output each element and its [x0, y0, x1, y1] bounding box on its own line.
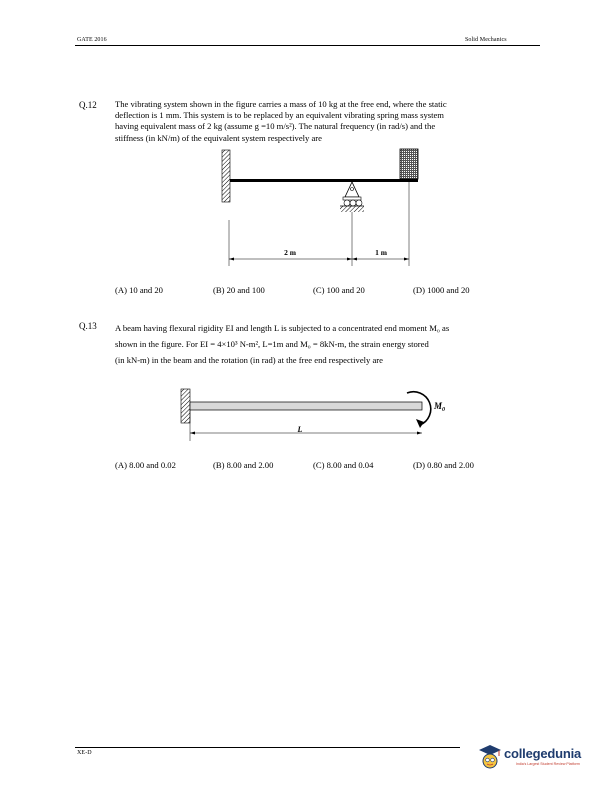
fixed-wall — [181, 389, 190, 423]
option-c: (C) 100 and 20 — [313, 285, 365, 295]
header-rule — [75, 45, 540, 46]
dimension-label-2m: 2 m — [284, 248, 296, 257]
dimension-label-1m: 1 m — [375, 248, 387, 257]
footer-rule — [75, 747, 460, 748]
option-b: (B) 20 and 100 — [213, 285, 265, 295]
fixed-wall — [222, 150, 230, 202]
roller — [344, 200, 350, 206]
footer-paper-code: XE-D — [77, 750, 92, 756]
question-12-line: having equivalent mass of 2 kg (assume g =10 m/s²). The natural frequency (in rad/s) and the — [115, 121, 436, 132]
question-number-12: Q.12 — [79, 100, 97, 110]
roller — [356, 200, 362, 206]
question-13-line: A beam having flexural rigidity EI and length L is subjected to a concentrated end moment M₀ as — [115, 323, 450, 333]
mass-block — [400, 149, 418, 179]
option-a: (A) 10 and 20 — [115, 285, 163, 295]
logo-tagline: India's Largest Student Review Platform — [516, 762, 580, 766]
option-c: (C) 8.00 and 0.04 — [313, 460, 374, 470]
option-a: (A) 8.00 and 0.02 — [115, 460, 176, 470]
beam — [230, 179, 418, 182]
option-d: (D) 1000 and 20 — [413, 285, 470, 295]
length-label: L — [297, 425, 303, 434]
header-exam-title: GATE 2016 — [77, 37, 107, 43]
cantilever-moment-figure — [175, 385, 465, 445]
question-text-12 — [115, 99, 530, 144]
question-12-line: deflection is 1 mm. This system is to be replaced by an equivalent vibrating spring mass system — [115, 110, 444, 121]
question-12-line: The vibrating system shown in the figure carries a mass of 10 kg at the free end, where the static — [115, 99, 447, 109]
cantilever-beam — [190, 402, 422, 410]
header-subject: Solid Mechanics — [465, 37, 507, 43]
graduate-mascot-icon — [478, 743, 502, 771]
vibrating-beam-figure — [200, 145, 440, 275]
collegedunia-logo — [478, 743, 583, 773]
question-13-line: shown in the figure. For EI = 4×10³ N-m², L=1m and M₀ = 8kN-m, the strain energy stored — [115, 339, 429, 349]
moment-label: $M_0$ — [434, 401, 446, 413]
option-b: (B) 8.00 and 2.00 — [213, 460, 274, 470]
question-12-line: stiffness (in kN/m) of the equivalent system respectively are — [115, 132, 322, 143]
option-d: (D) 0.80 and 2.00 — [413, 460, 474, 470]
question-13-line: (in kN-m) in the beam and the rotation (in rad) at the free end respectively are — [115, 355, 383, 365]
ground-hatch — [340, 206, 364, 212]
roller — [350, 200, 356, 206]
question-text-13 — [115, 320, 540, 368]
logo-wordmark: collegedunia — [504, 746, 582, 761]
question-number-13: Q.13 — [79, 321, 97, 331]
